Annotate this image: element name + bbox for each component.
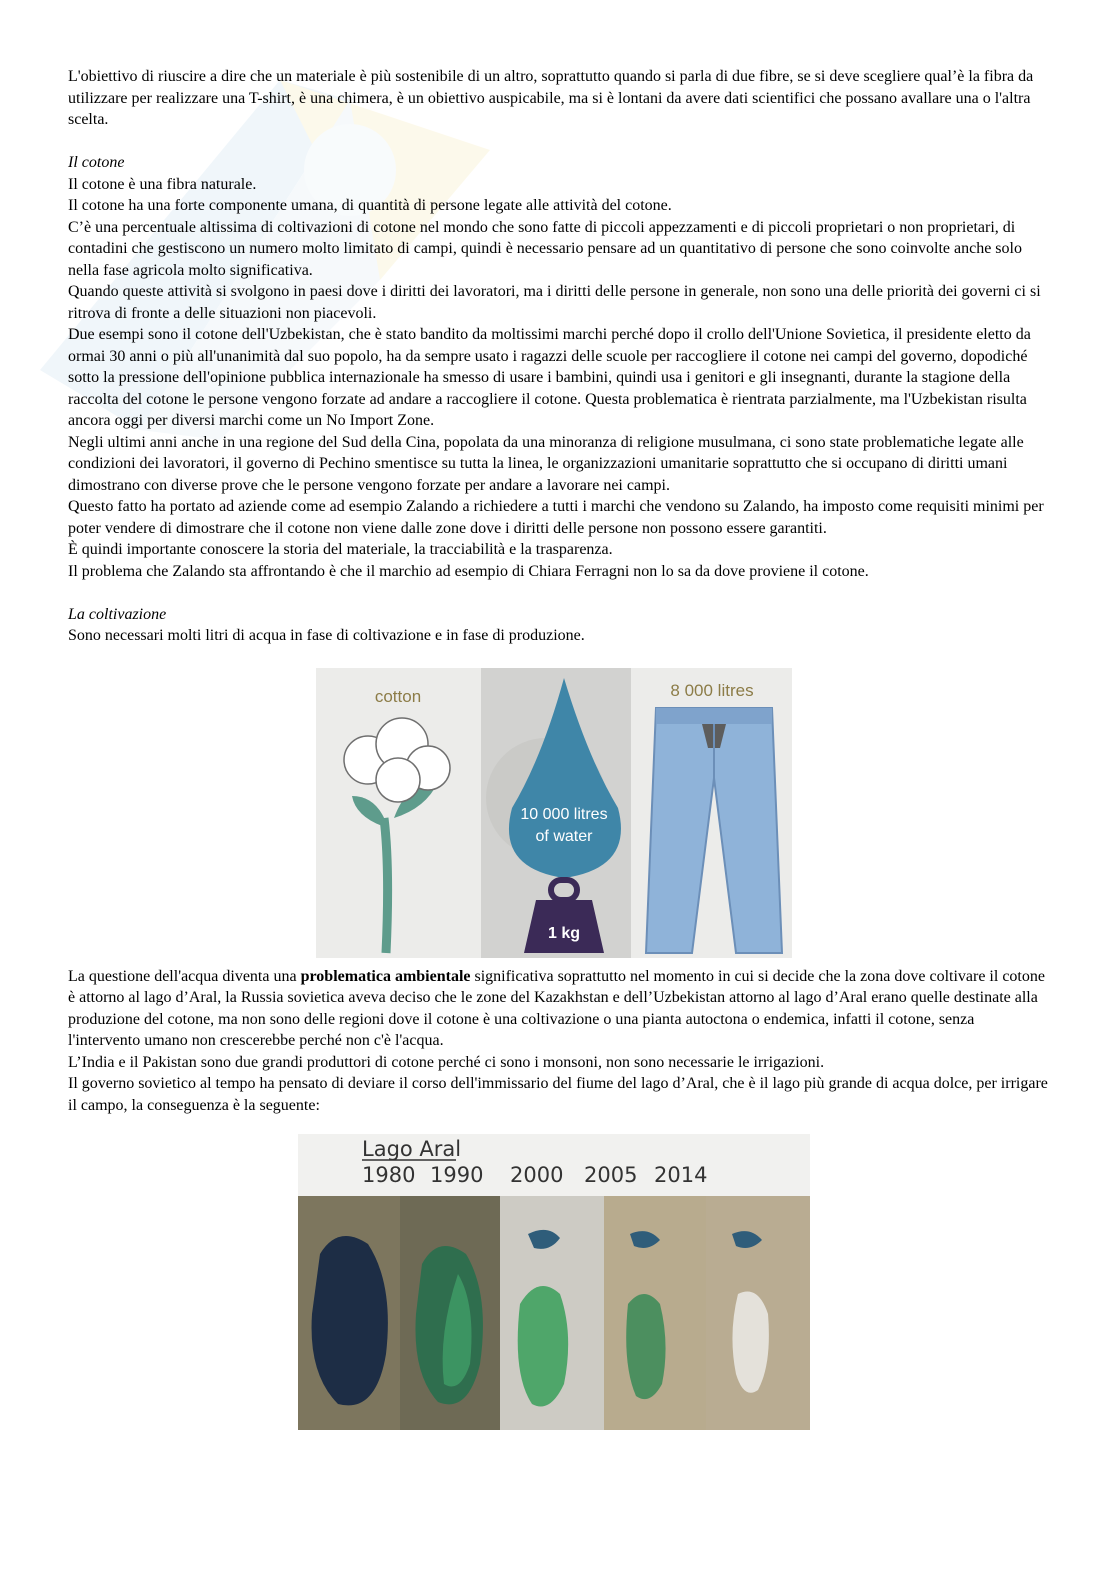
- cotone-paragraph: Due esempi sono il cotone dell'Uzbekistan, che è stato bandito da moltissimi marchi perché dopo il crollo dell'Unione Sovietica, il presidente eletto da ormai 30 anni o più all'unanimità dal suo popolo, ha da sempre usato i ragazzi delle scuole per raccogliere il cotone nei campi del governo, dopodiché sotto la pressione dell'opinione pubblica internazionale ha smesso di usare i bambini, quindi usa i genitori e gli insegnanti, durante la stagione della raccolta del cotone le persone vengono forzate ad andare a raccogliere il cotone. Questa problematica è rientrata parzialmente, ma l'Uzbekistan risulta ancora oggi per diversi marchi come un No Import Zone.: [68, 326, 1031, 429]
- year-label: 1990: [430, 1163, 484, 1187]
- aral-satellite-2005: [604, 1196, 706, 1430]
- cotton-water-infographic: [316, 668, 792, 958]
- year-label: 2014: [654, 1163, 708, 1187]
- cotone-paragraph: C’è una percentuale altissima di coltivazioni di cotone nel mondo che sono fatte di piccoli appezzamenti e di piccoli proprietari o non proprietari, di contadini che gestiscono un numero molto limitato di campi, quindi è necessario pensare ad un quantitativo di persone che sono coinvolte anche solo nella fase agricola molto significativa.: [68, 218, 1022, 279]
- cotone-paragraph: Il cotone ha una forte componente umana, di quantità di persone legate alle attività del cotone.: [68, 197, 672, 214]
- acqua-paragraph: [68, 966, 1050, 1052]
- section-heading-cotone: Il cotone: [68, 154, 125, 171]
- cotone-paragraph: Quando queste attività si svolgono in paesi dove i diritti dei lavoratori, ma i diritti delle persone in generale, non sono una delle priorità dei governi ci si ritrova di fronte a delle situazioni non piacevoli.: [68, 283, 1041, 322]
- aral-canvas: [298, 1134, 810, 1430]
- aral-satellite-1980: [298, 1196, 400, 1430]
- text-segment: La questione dell'acqua diventa una: [68, 967, 301, 985]
- aral-lake-figure: [298, 1134, 810, 1430]
- bold-phrase: problematica ambientale: [300, 967, 471, 985]
- cotone-paragraph: Il problema che Zalando sta affrontando è che il marchio ad esempio di Chiara Ferragni non lo sa da dove proviene il cotone.: [68, 562, 869, 580]
- infographic-canvas: [316, 668, 792, 958]
- aral-satellite-2014: [706, 1196, 810, 1430]
- water-amount-label: 10 000 litres: [520, 805, 608, 823]
- weight-label: 1 kg: [547, 924, 581, 942]
- aral-figure-title: Lago Aral: [362, 1137, 462, 1161]
- document-page: [68, 66, 1050, 1430]
- section-heading-coltivazione: La coltivazione: [68, 605, 167, 623]
- cotone-paragraph: Negli ultimi anni anche in una regione del Sud della Cina, popolata da una minoranza di religione musulmana, ci sono state problematiche legate alle condizioni dei lavoratori, il governo di Pechino smentisce su tutta la linea, le organizzazioni umanitarie soprattutto che si occupano di diritti umani dimostrano con diverse prove che le persone vengono forzate per andare a lavorare nei campi.: [68, 433, 1024, 494]
- water-unit-label: of water: [535, 827, 593, 845]
- governo-sovietico-paragraph: Il governo sovietico al tempo ha pensato di deviare il corso dell'immissario del fiume del lago d’Aral, che è il lago più grande di acqua dolce, per irrigare il campo, la conseguenza è la seguente:: [68, 1075, 1048, 1114]
- cotone-paragraph: È quindi importante conoscere la storia del materiale, la tracciabilità e la trasparenza.: [68, 541, 613, 558]
- cotton-label: cotton: [374, 686, 422, 706]
- cotone-paragraph: Questo fatto ha portato ad aziende come ad esempio Zalando a richiedere a tutti i marchi che vendono su Zalando, ha imposto come requisiti minimi per poter vendere di dimostrare che il cotone non viene dalle zone dove i diritti delle persone non possono essere garantiti.: [68, 498, 1044, 537]
- year-label: 2000: [510, 1163, 564, 1187]
- intro-paragraph: L'obiettivo di riuscire a dire che un materiale è più sostenibile di un altro, soprattutto quando si parla di due fibre, se si deve scegliere qual’è la fibra da utilizzare per realizzare una T-shirt, è una chimera, è un obiettivo auspicabile, ma si è lontani da avere dati scientifici che possano avallare una o l'altra scelta.: [68, 68, 1034, 128]
- year-label: 1980: [362, 1163, 416, 1187]
- aral-satellite-2000: [500, 1196, 604, 1430]
- jeans-water-label: 8 000 litres: [670, 680, 754, 700]
- year-label: 2005: [584, 1163, 638, 1187]
- coltivazione-paragraph: Sono necessari molti litri di acqua in fase di coltivazione e in fase di produzione.: [68, 627, 585, 644]
- cotone-paragraph: Il cotone è una fibra naturale.: [68, 175, 257, 193]
- text-segment: significativa soprattutto nel momento in cui si decide che la zona dove coltivare il cotone è attorno al lago d’Aral, la Russia sovietica aveva deciso che le zone del Kazakhstan e dell’Uzbekistan attorno al lago d’Aral erano quelle destinate alla produzione del cotone, ma non sono delle regioni dove il cotone è una coltivazione o una pianta autoctona o endemica, infatti il cotone, senza l'intervento umano non crescerebbe perché non c'è l'acqua.: [68, 967, 1045, 1049]
- aral-satellite-1990: [400, 1196, 500, 1430]
- india-pakistan-paragraph: L’India e il Pakistan sono due grandi produttori di cotone perché ci sono i monsoni, non sono necessarie le irrigazioni.: [68, 1053, 825, 1071]
